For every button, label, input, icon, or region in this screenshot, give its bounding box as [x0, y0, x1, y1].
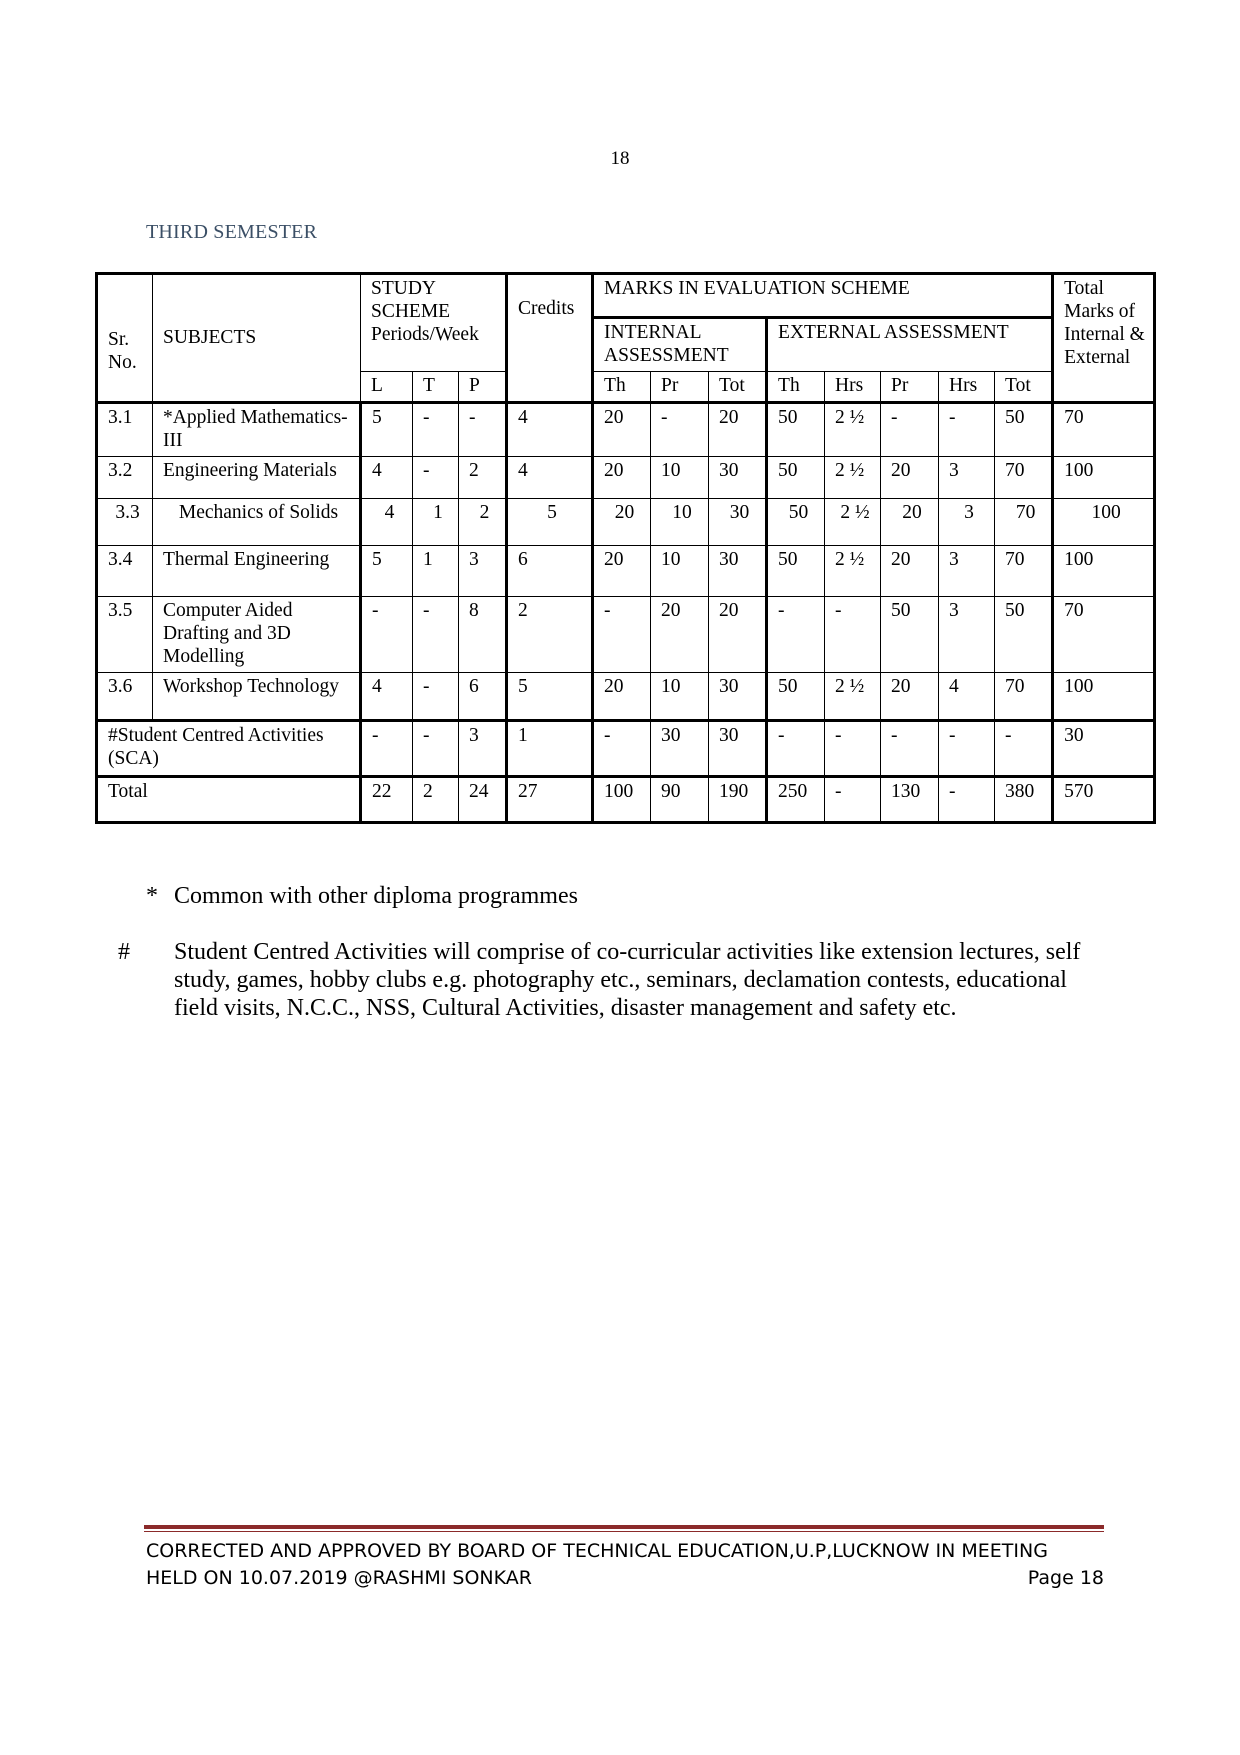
row-ext-tot: 70	[995, 457, 1053, 499]
row-ext-hrs: 2 ½	[825, 499, 881, 546]
note-common	[146, 882, 1086, 910]
page-number: 18	[610, 148, 630, 169]
table-row	[97, 403, 1155, 457]
row-ext-th: 50	[767, 499, 825, 546]
section-title: THIRD SEMESTER	[146, 221, 318, 243]
row-ext-pr: 130	[881, 777, 939, 823]
row-t: 2	[413, 777, 459, 823]
row-sr: 3.5	[97, 597, 153, 673]
row-ext-pr: 20	[881, 673, 939, 721]
row-p: -	[459, 403, 507, 457]
table-row	[97, 457, 1155, 499]
table-row	[97, 546, 1155, 597]
row-int-th: 20	[593, 457, 651, 499]
footer-page-label: Page 18	[1027, 1567, 1104, 1589]
row-int-pr: 20	[651, 597, 709, 673]
row-l: -	[361, 597, 413, 673]
row-credits: 4	[507, 403, 593, 457]
row-t: 1	[413, 546, 459, 597]
row-int-pr: 10	[651, 499, 709, 546]
footer-line-2: HELD ON 10.07.2019 @RASHMI SONKAR	[146, 1567, 532, 1589]
header-ext-pr: Pr	[881, 372, 939, 403]
row-ext-pr: 50	[881, 597, 939, 673]
row-total: 570	[1053, 777, 1155, 823]
row-ext-tot: -	[995, 721, 1053, 777]
row-subject: Mechanics of Solids	[153, 499, 361, 546]
row-int-pr: 10	[651, 546, 709, 597]
header-ext-hrs: Hrs	[825, 372, 881, 403]
row-p: 3	[459, 721, 507, 777]
header-t: T	[413, 372, 459, 403]
row-credits: 5	[507, 499, 593, 546]
row-ext-hrs: 2 ½	[825, 673, 881, 721]
row-subject: Workshop Technology	[153, 673, 361, 721]
row-p: 24	[459, 777, 507, 823]
row-int-pr: 10	[651, 673, 709, 721]
header-subjects: SUBJECTS	[153, 274, 361, 403]
row-credits: 5	[507, 673, 593, 721]
row-ext-th: -	[767, 721, 825, 777]
row-ext-th: 50	[767, 457, 825, 499]
row-l: 4	[361, 499, 413, 546]
row-ext-hrs: -	[939, 403, 995, 457]
row-sr: 3.3	[97, 499, 153, 546]
row-t: -	[413, 457, 459, 499]
row-p: 8	[459, 597, 507, 673]
table-row	[97, 673, 1155, 721]
row-p: 3	[459, 546, 507, 597]
row-ext-th: 50	[767, 403, 825, 457]
row-ext-th: 50	[767, 673, 825, 721]
row-ext-th: 50	[767, 546, 825, 597]
footer-rule	[144, 1531, 1104, 1532]
header-ext-tot: Tot	[995, 372, 1053, 403]
row-credits: 2	[507, 597, 593, 673]
row-ext-hrs: -	[825, 721, 881, 777]
row-int-th: 100	[593, 777, 651, 823]
row-total: 100	[1053, 546, 1155, 597]
row-int-pr: 10	[651, 457, 709, 499]
row-ext-hrs: 2 ½	[825, 546, 881, 597]
row-l: 22	[361, 777, 413, 823]
row-ext-pr: -	[881, 403, 939, 457]
total-label: Total	[97, 777, 361, 823]
header-row-1	[97, 274, 1155, 318]
row-int-tot: 30	[709, 457, 767, 499]
row-ext-tot: 50	[995, 597, 1053, 673]
row-int-tot: 20	[709, 597, 767, 673]
row-int-tot: 30	[709, 499, 767, 546]
header-p: P	[459, 372, 507, 403]
row-ext-hrs: -	[825, 597, 881, 673]
row-ext-tot: 70	[995, 673, 1053, 721]
row-ext-th: 250	[767, 777, 825, 823]
row-credits: 4	[507, 457, 593, 499]
footer-rule	[144, 1525, 1104, 1529]
row-sr: 3.1	[97, 403, 153, 457]
row-ext-pr: 20	[881, 457, 939, 499]
row-l: 5	[361, 546, 413, 597]
row-subject: Thermal Engineering	[153, 546, 361, 597]
note-text: Common with other diploma programmes	[174, 883, 578, 909]
table-row	[97, 499, 1155, 546]
row-ext-hrs: -	[825, 777, 881, 823]
row-sr: 3.2	[97, 457, 153, 499]
table-row	[97, 597, 1155, 673]
row-sr: 3.4	[97, 546, 153, 597]
row-int-tot: 190	[709, 777, 767, 823]
note-symbol: *	[146, 883, 158, 909]
header-sr-no: Sr. No.	[97, 274, 153, 403]
sca-label: #Student Centred Activities (SCA)	[97, 721, 361, 777]
note-text: Student Centred Activities will comprise of co-curricular activities like extension lectures, self study, games, hobby clubs e.g. photography etc., seminars, declamation contests, educational field visits, N.C.C., NSS, Cultural Activities, disaster management and safety etc.	[174, 939, 1081, 1021]
row-credits: 6	[507, 546, 593, 597]
row-ext-pr: 20	[881, 499, 939, 546]
row-ext-hrs: 3	[939, 499, 995, 546]
header-int-pr: Pr	[651, 372, 709, 403]
header-credits: Credits	[507, 274, 593, 403]
row-int-th: -	[593, 597, 651, 673]
row-p: 2	[459, 499, 507, 546]
row-total: 70	[1053, 597, 1155, 673]
header-study-scheme: STUDY SCHEME Periods/Week	[361, 274, 507, 372]
row-int-th: 20	[593, 673, 651, 721]
row-ext-hrs: 3	[939, 457, 995, 499]
row-subject: *Applied Mathematics-III	[153, 403, 361, 457]
row-ext-hrs: 4	[939, 673, 995, 721]
row-ext-hrs: 3	[939, 597, 995, 673]
row-p: 2	[459, 457, 507, 499]
row-int-pr: 90	[651, 777, 709, 823]
footer	[146, 1538, 1104, 1592]
row-subject: Computer Aided Drafting and 3D Modelling	[153, 597, 361, 673]
row-ext-hrs: 2 ½	[825, 457, 881, 499]
row-ext-hrs: 3	[939, 546, 995, 597]
row-total: 100	[1053, 673, 1155, 721]
note-sca	[118, 938, 1086, 1022]
row-int-tot: 30	[709, 721, 767, 777]
row-ext-tot: 70	[995, 546, 1053, 597]
row-l: 4	[361, 673, 413, 721]
header-int-th: Th	[593, 372, 651, 403]
row-ext-th: -	[767, 597, 825, 673]
row-t: -	[413, 673, 459, 721]
row-t: -	[413, 403, 459, 457]
row-int-pr: -	[651, 403, 709, 457]
row-int-th: -	[593, 721, 651, 777]
row-t: -	[413, 721, 459, 777]
row-int-th: 20	[593, 403, 651, 457]
row-l: 5	[361, 403, 413, 457]
row-ext-tot: 70	[995, 499, 1053, 546]
row-ext-pr: -	[881, 721, 939, 777]
row-total: 30	[1053, 721, 1155, 777]
sca-row	[97, 721, 1155, 777]
row-int-th: 20	[593, 546, 651, 597]
header-external: EXTERNAL ASSESSMENT	[767, 318, 1053, 372]
evaluation-scheme-table	[95, 272, 1156, 824]
header-internal: INTERNAL ASSESSMENT	[593, 318, 767, 372]
row-ext-hrs: -	[939, 721, 995, 777]
row-sr: 3.6	[97, 673, 153, 721]
total-row	[97, 777, 1155, 823]
header-ext-th: Th	[767, 372, 825, 403]
row-t: 1	[413, 499, 459, 546]
header-marks-scheme: MARKS IN EVALUATION SCHEME	[593, 274, 1053, 318]
row-t: -	[413, 597, 459, 673]
row-credits: 27	[507, 777, 593, 823]
row-total: 70	[1053, 403, 1155, 457]
row-ext-pr: 20	[881, 546, 939, 597]
row-p: 6	[459, 673, 507, 721]
row-int-th: 20	[593, 499, 651, 546]
row-ext-hrs: -	[939, 777, 995, 823]
row-subject: Engineering Materials	[153, 457, 361, 499]
row-total: 100	[1053, 457, 1155, 499]
row-ext-tot: 380	[995, 777, 1053, 823]
header-total-marks: Total Marks of Internal & External	[1053, 274, 1155, 403]
row-int-pr: 30	[651, 721, 709, 777]
header-ext-hrs: Hrs	[939, 372, 995, 403]
row-ext-tot: 50	[995, 403, 1053, 457]
footer-line-1: CORRECTED AND APPROVED BY BOARD OF TECHNICAL EDUCATION,U.P,LUCKNOW IN MEETING	[146, 1540, 1048, 1562]
row-credits: 1	[507, 721, 593, 777]
row-ext-hrs: 2 ½	[825, 403, 881, 457]
row-int-tot: 30	[709, 546, 767, 597]
row-l: 4	[361, 457, 413, 499]
note-symbol: #	[118, 939, 130, 965]
row-int-tot: 20	[709, 403, 767, 457]
header-int-tot: Tot	[709, 372, 767, 403]
row-int-tot: 30	[709, 673, 767, 721]
header-l: L	[361, 372, 413, 403]
row-l: -	[361, 721, 413, 777]
row-total: 100	[1053, 499, 1155, 546]
